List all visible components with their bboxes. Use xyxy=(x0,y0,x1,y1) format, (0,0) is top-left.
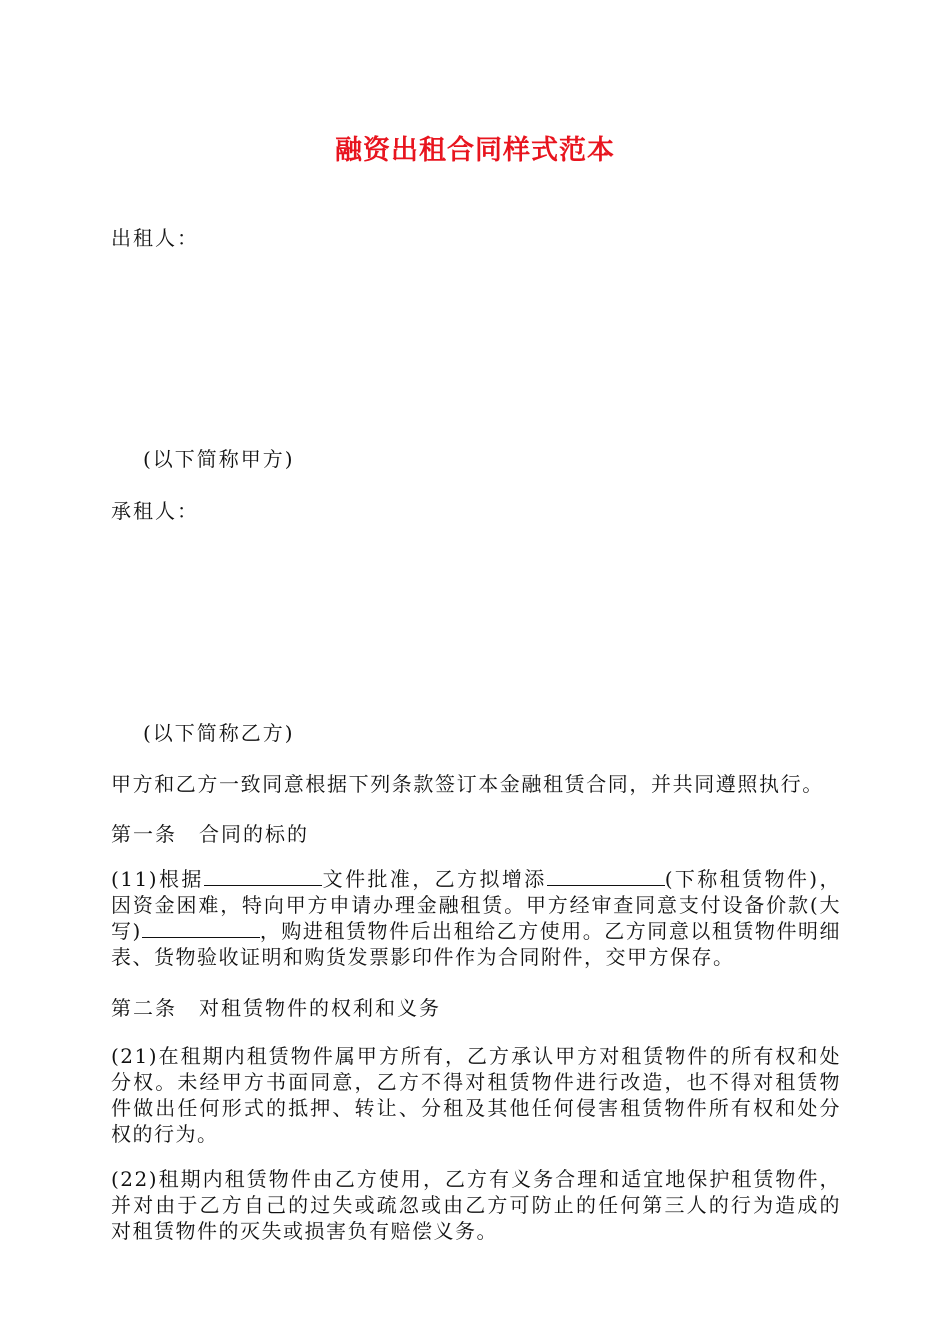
lessee-alias: (以下简称乙方) xyxy=(143,721,295,745)
blank-field-equipment xyxy=(547,867,665,886)
clause-1-1-part-c: (下称租赁物件)，因资金困难，特向甲方申请办理金融租赁。甲方经审查同意支付设备价款(大写) xyxy=(111,867,842,943)
clause-2-1: (21)在租期内租赁物件属甲方所有，乙方承认甲方对租赁物件的所有权和处分权。未经甲方书面同意，乙方不得对租赁物件进行改造，也不得对租赁物件做出任何形式的抵押、转让、分租及其他任何侵害租赁物件所有权和处分权的行为。 xyxy=(111,1044,841,1146)
article-1-heading: 第一条 合同的标的 xyxy=(111,822,309,846)
clause-1-1-part-a: (11)根据 xyxy=(111,867,204,891)
article-2-heading: 第二条 对租赁物件的权利和义务 xyxy=(111,996,441,1020)
blank-field-document xyxy=(204,867,322,886)
lessor-label: 出租人： xyxy=(111,226,199,250)
clause-1-1 xyxy=(111,866,841,970)
document-title: 融资出租合同样式范本 xyxy=(335,135,615,166)
intro-paragraph: 甲方和乙方一致同意根据下列条款签订本金融租赁合同，并共同遵照执行。 xyxy=(111,772,824,796)
clause-1-1-part-b: 文件批准，乙方拟增添 xyxy=(321,867,547,891)
lessor-alias: (以下简称甲方) xyxy=(143,447,295,471)
lessee-label: 承租人： xyxy=(111,499,199,523)
clause-2-2: (22)租期内租赁物件由乙方使用，乙方有义务合理和适宜地保护租赁物件，并对由于乙方自己的过失或疏忽或由乙方可防止的任何第三人的行为造成的对租赁物件的灭失或损害负有赔偿义务。 xyxy=(111,1167,841,1243)
clause-1-1-part-d: ，购进租赁物件后出租给乙方使用。乙方同意以租赁物件明细表、货物验收证明和购货发票影印件作为合同附件，交甲方保存。 xyxy=(111,919,841,969)
blank-field-amount xyxy=(142,919,260,938)
